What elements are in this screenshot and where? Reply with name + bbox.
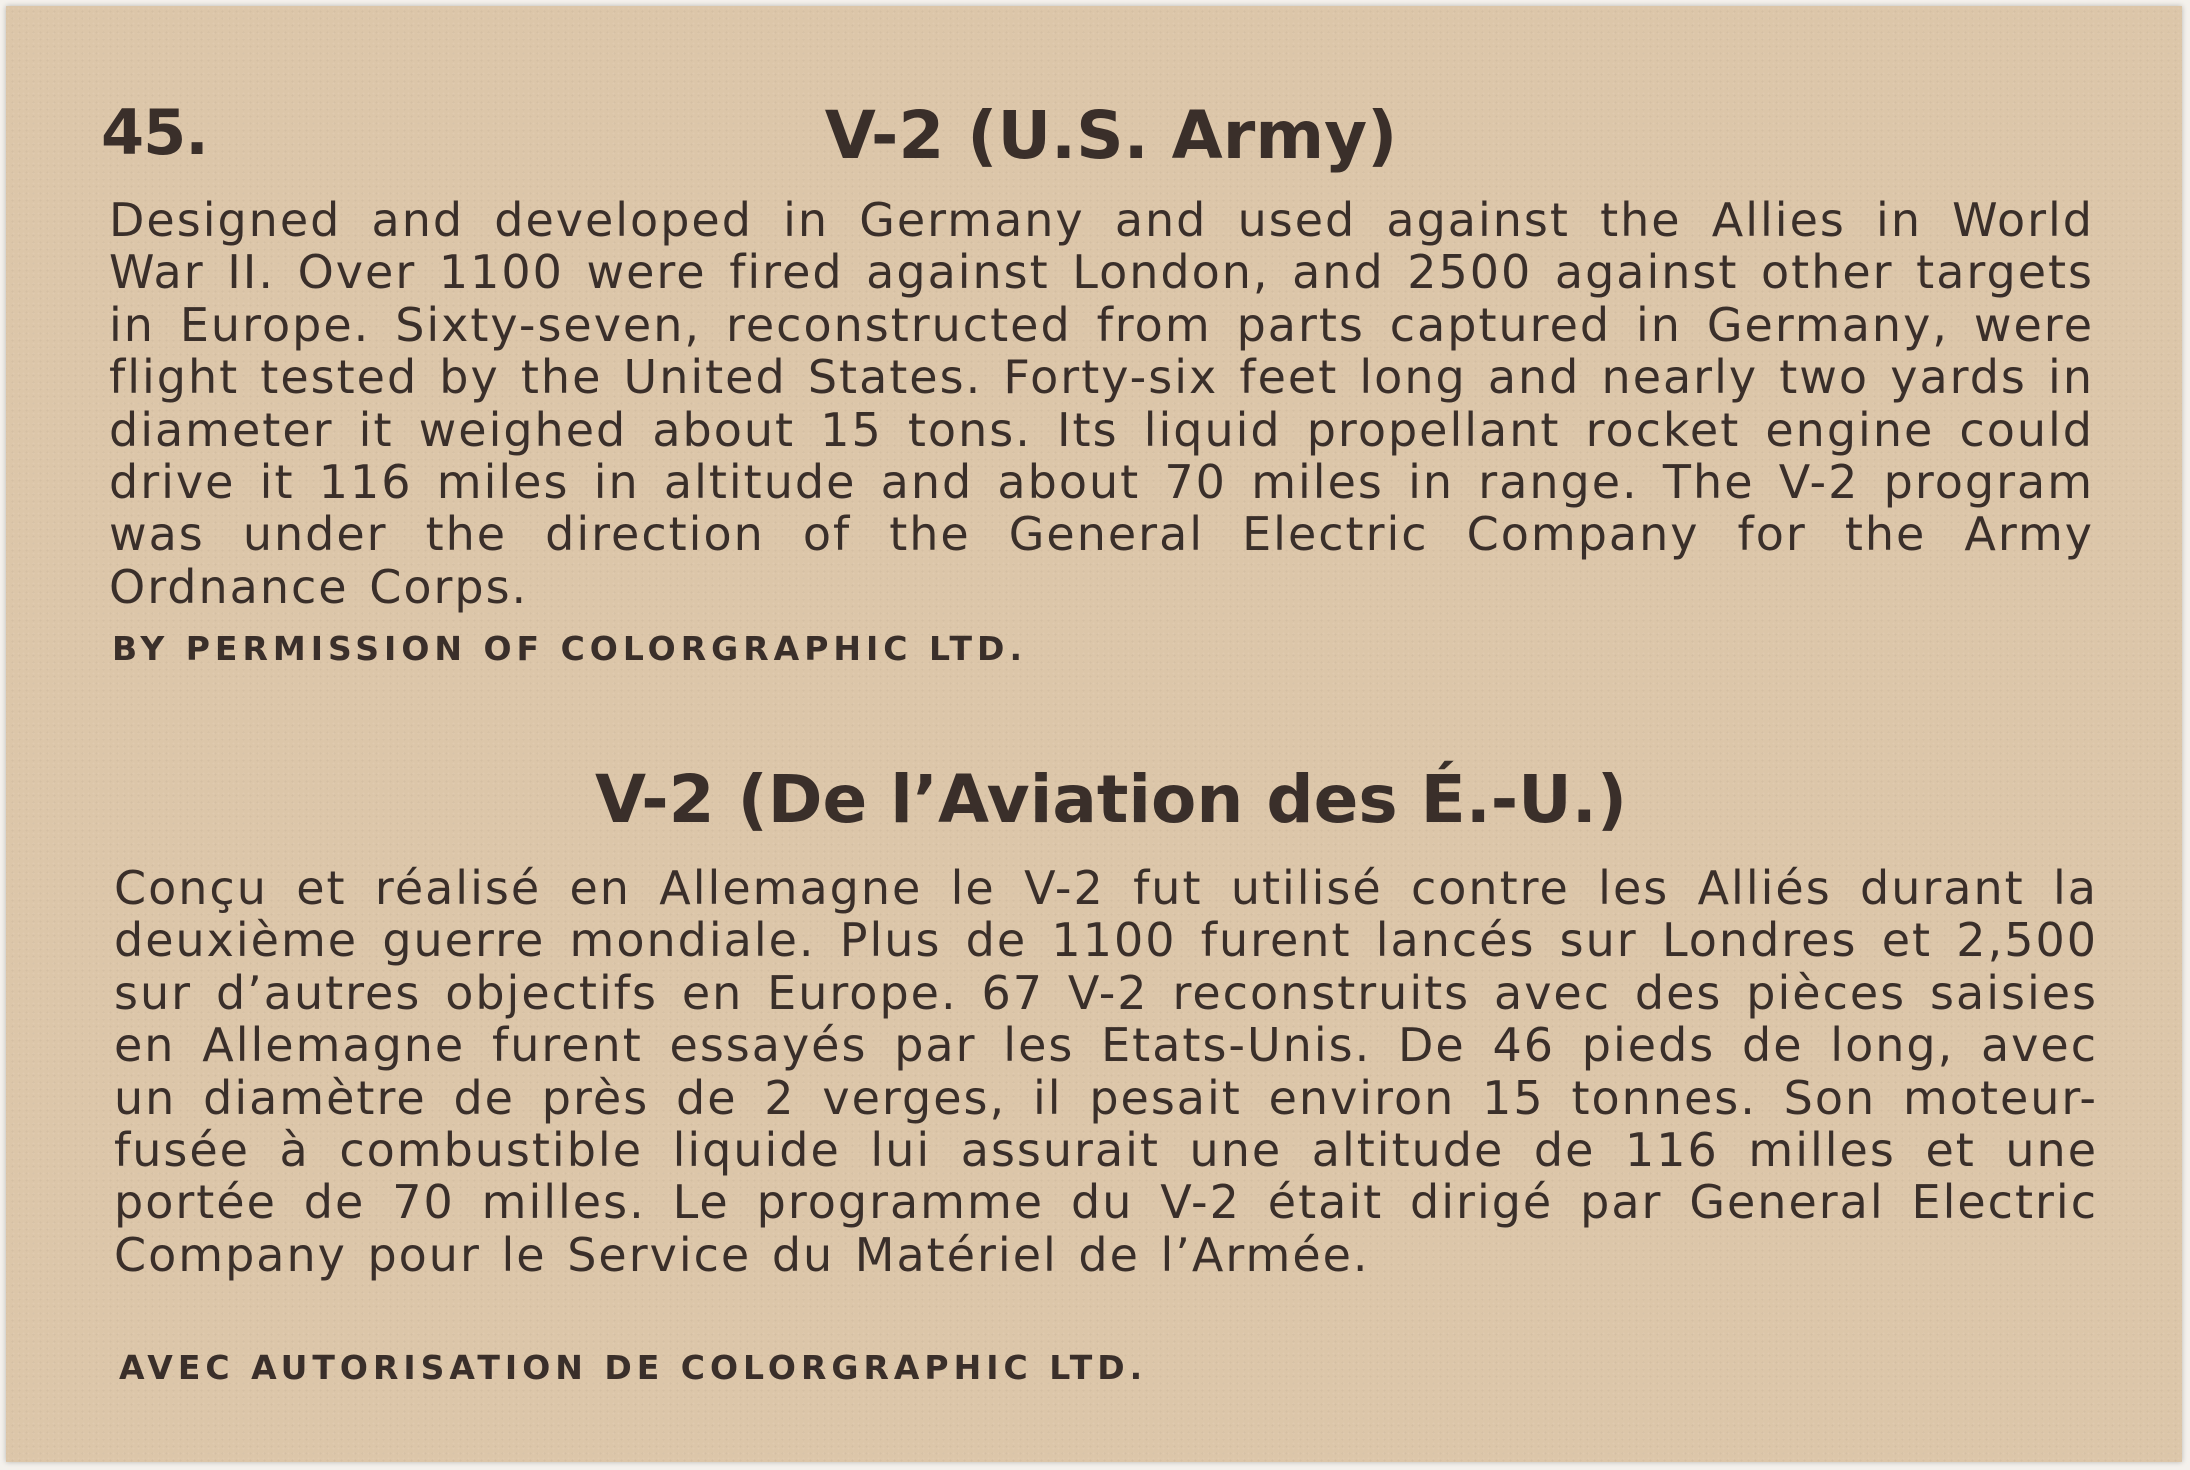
english-description: Designed and developed in Germany and used against the Allies in World War II. Over 1100 were fired against London, and 2500 against other targets in Europe. Sixty-seven, reconstructed from parts captured in Germany, were flight tested by the United States. Forty-six feet long and nearly two yards in diameter it weighed about 15 tons. Its liquid propellant rocket engine could drive it 116 miles in altitude and about 70 miles in range. The V-2 program was under the direction of the General Electric Company for the Army Ordnance Corps.: [109, 193, 2094, 614]
french-credit: AVEC AUTORISATION DE COLORGRAPHIC LTD.: [119, 1348, 1148, 1387]
trading-card-back: [6, 6, 2182, 1462]
english-credit: BY PERMISSION OF COLORGRAPHIC LTD.: [112, 629, 1027, 668]
english-title: V-2 (U.S. Army): [824, 97, 1398, 174]
french-description: Conçu et réalisé en Allemagne le V-2 fut utilisé contre les Alliés durant la deuxième guerre mondiale. Plus de 1100 furent lancés sur Londres et 2,500 sur d’autres objectifs en Europe. 67 V-2 reconstruits avec des pièces saisies en Allemagne furent essayés par les Etats-Unis. De 46 pieds de long, avec un diamètre de près de 2 verges, il pesait environ 15 tonnes. Son moteur-fusée à combustible liquide lui assurait une altitude de 116 milles et une portée de 70 milles. Le programme du V-2 était dirigé par General Electric Company pour le Service du Matériel de l’Armée.: [114, 861, 2098, 1282]
card-number: 45.: [101, 96, 208, 169]
french-title: V-2 (De l’Aviation des É.-U.): [595, 761, 1627, 838]
